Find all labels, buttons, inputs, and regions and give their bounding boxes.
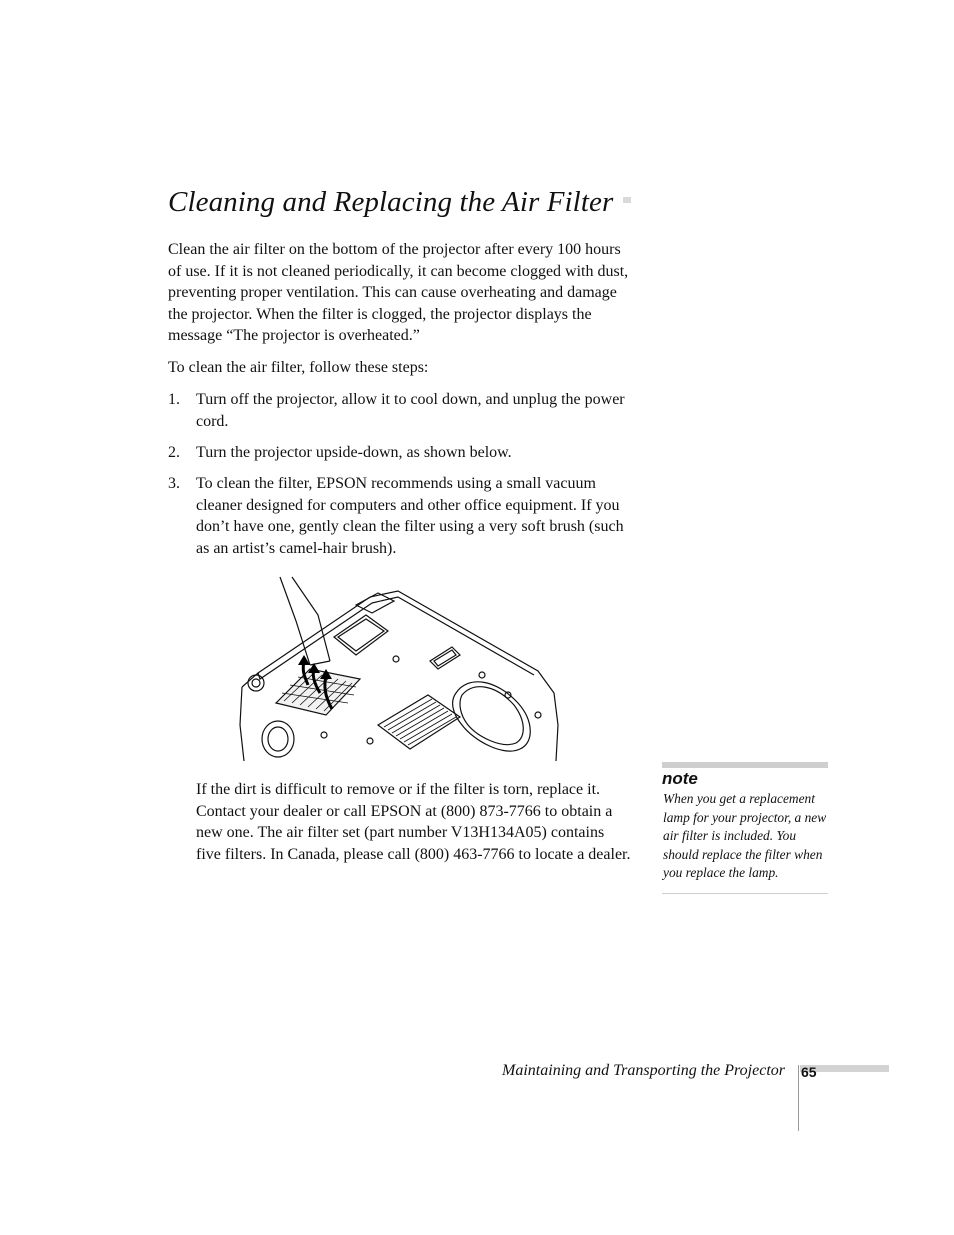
footer-chapter: Maintaining and Transporting the Projector xyxy=(502,1062,785,1079)
projector-vacuum-illustration xyxy=(238,575,563,761)
page-title: Cleaning and Replacing the Air Filter xyxy=(168,186,623,219)
note-rule-bottom xyxy=(662,893,828,894)
step-text: Turn the projector upside-down, as shown below. xyxy=(196,444,512,461)
step-text: Turn off the projector, allow it to cool down, and unplug the power cord. xyxy=(196,391,625,430)
step-text: To clean the filter, EPSON recommends using a small vacuum cleaner designed for computers and other office equipment. If you don’t have one, gently clean the filter using a very soft brush (such as an artist’s camel-hair brush). xyxy=(196,475,624,557)
step-number: 1. xyxy=(168,391,180,408)
intro-paragraph: Clean the air filter on the bottom of the projector after every 100 hours of use. If it is not cleaned periodically, it can become clogged with dust, preventing proper ventilation. This can cause overheating and damage the projector. When the filter is clogged, the projector displays the message “The projector is overheated.” xyxy=(168,241,629,345)
note-text: When you get a replacement lamp for your projector, a new air filter is included. You should replace the filter when you replace the lamp. xyxy=(663,791,827,881)
footer-rule xyxy=(798,1065,799,1131)
note-heading: note xyxy=(662,769,698,788)
replacement-paragraph: If the dirt is difficult to remove or if the filter is torn, replace it. Contact your dealer or call EPSON at (800) 873-7766 to obtain a new one. The air filter set (part number V13H134A05) contains five filters. In Canada, please call (800) 463-7766 to locate a dealer. xyxy=(196,781,631,863)
step-number: 3. xyxy=(168,475,180,492)
note-rule-top xyxy=(662,762,828,768)
page-number: 65 xyxy=(801,1064,817,1080)
steps-intro: To clean the air filter, follow these steps: xyxy=(168,359,429,376)
step-number: 2. xyxy=(168,444,180,461)
